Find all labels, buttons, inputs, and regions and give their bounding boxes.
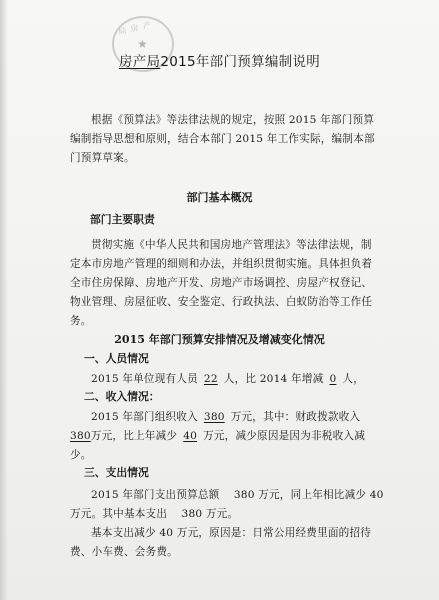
intro-line: 根据《预算法》等法律法规的规定，按照 2015 年部门预算 <box>91 114 375 126</box>
duties-paragraph <box>70 236 382 331</box>
income-line: 2015 年部门组织收入 380 万元，其中：财政拨款收入 <box>91 411 361 423</box>
document-title <box>0 50 439 70</box>
staff-paragraph <box>70 370 382 389</box>
scan-edge-shadow <box>0 0 8 600</box>
income-total-value: 380 <box>203 411 225 423</box>
fiscal-income-value: 380 <box>70 430 91 442</box>
income-line: 少。 <box>70 449 92 461</box>
income-paragraph <box>70 408 382 465</box>
section-heading-budget: 2015 年部门预算安排情况及增减变化情况 <box>114 333 325 346</box>
duties-line: 贯彻实施《中华人民共和国房地产管理法》等法律法规，制 <box>91 239 372 251</box>
duties-line: 务。 <box>70 315 92 327</box>
seal-star-icon: ★ <box>137 37 148 51</box>
expense-heading: 三、支出情况 <box>84 466 149 479</box>
staff-count-value: 22 <box>203 373 218 385</box>
income-heading: 二、收入情况： <box>84 390 160 403</box>
expense-line: 费、小车费、会务费。 <box>70 546 178 558</box>
section-heading-duties: 部门主要职责 <box>90 213 155 226</box>
staff-change-value: 0 <box>329 373 337 385</box>
intro-line: 编制指导思想和原则，结合本部门 2015 年工作实际，编制本部 <box>70 133 375 145</box>
title-text: 2015年部门预算编制说明 <box>160 54 321 70</box>
intro-paragraph <box>70 111 382 168</box>
expense-line: 2015 年部门支出预算总额 380 万元，同上年相比减少 40 <box>91 489 384 501</box>
staff-line: 2015 年单位现有人员 22 人，比 2014 年增减 0 人， <box>91 373 364 385</box>
duties-line: 全市住房保障、房地产开发、房地产市场调控、房屋产权登记、 <box>70 277 373 289</box>
expense-line: 基本支出减少 40 万元，原因是：日常公用经费里面的招待 <box>91 527 372 539</box>
income-line: 380万元，比上年减少 40 万元，减少原因是因为非税收入减 <box>70 430 365 442</box>
income-decrease-value: 40 <box>183 430 198 442</box>
duties-line: 定本市房地产管理的细则和办法，并组织贯彻实施。具体担负着 <box>70 258 373 270</box>
duties-line: 物业管理、房屋征收、安全鉴定、行政执法、白蚁防治等工作任 <box>70 296 373 308</box>
expense-line: 万元。其中基本支出 380 万元。 <box>70 508 239 520</box>
seal-text: 局 房 产 <box>117 20 153 37</box>
intro-line: 门预算草案。 <box>70 152 135 164</box>
title-organization: 房产局 <box>118 54 161 70</box>
staff-heading: 一、人员情况 <box>84 352 149 365</box>
section-heading-overview: 部门基本概况 <box>186 191 253 204</box>
expense-paragraph <box>70 486 382 562</box>
